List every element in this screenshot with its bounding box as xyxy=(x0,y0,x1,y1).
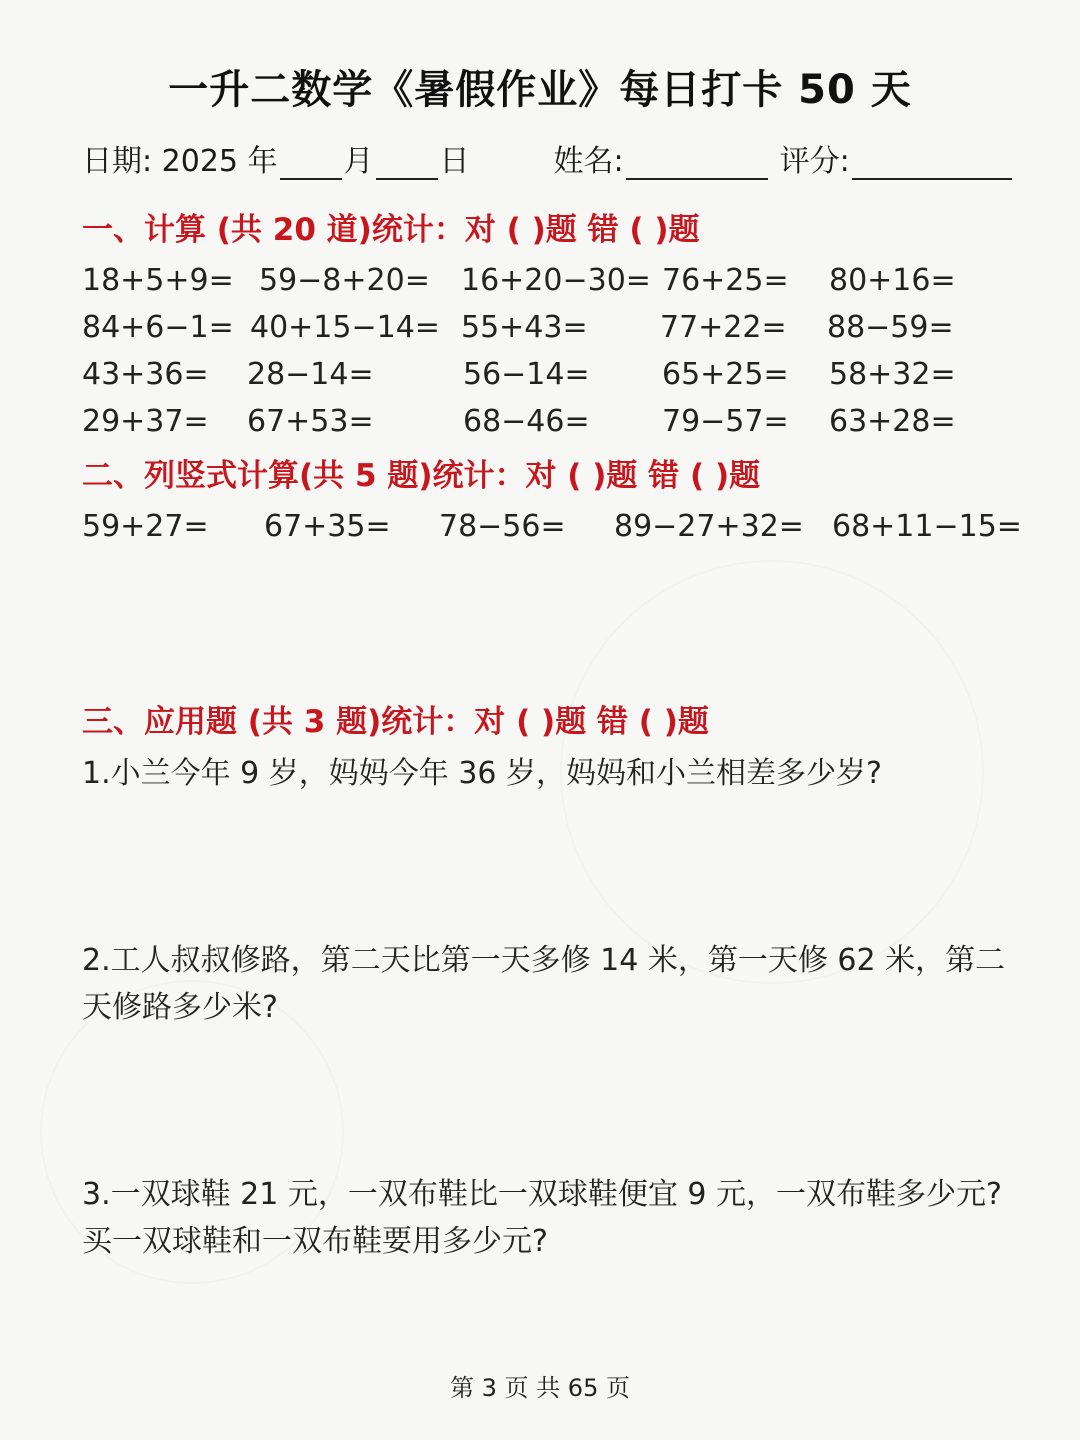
section2-title: 二、列竖式计算(共 5 题)统计：对 ( )题 错 ( )题 xyxy=(82,458,761,494)
calc-problem: 63+28= xyxy=(829,404,956,439)
vertical-calc-row xyxy=(82,509,1022,549)
calc-problem: 67+53= xyxy=(247,404,374,439)
section1-title: 一、计算 (共 20 道)统计：对 ( )题 错 ( )题 xyxy=(82,212,700,248)
calc-row xyxy=(82,310,1012,350)
calc-row xyxy=(82,263,1012,303)
day-blank[interactable] xyxy=(376,148,438,180)
word-problem-3: 3.一双球鞋 21 元，一双布鞋比一双球鞋便宜 9 元，一双布鞋多少元?买一双球鞋和一双布鞋要用多少元? xyxy=(82,1177,1002,1259)
score-label: 评分: xyxy=(779,144,850,179)
calc-problem: 40+15−14= xyxy=(250,310,440,345)
calc-problem: 16+20−30= xyxy=(461,263,651,298)
vertical-calc-problem: 59+27= xyxy=(82,509,209,544)
calc-row xyxy=(82,404,1012,444)
word-problem-1: 1.小兰今年 9 岁，妈妈今年 36 岁，妈妈和小兰相差多少岁? xyxy=(82,756,882,791)
calc-problem: 29+37= xyxy=(82,404,209,439)
day-label: 日 xyxy=(439,144,470,179)
calc-problem: 59−8+20= xyxy=(259,263,430,298)
name-blank[interactable] xyxy=(626,148,768,180)
info-row xyxy=(82,136,1002,180)
section3-title: 三、应用题 (共 3 题)统计：对 ( )题 错 ( )题 xyxy=(82,704,709,740)
calc-problem: 65+25= xyxy=(662,357,789,392)
calc-problem: 55+43= xyxy=(461,310,588,345)
calc-problem: 84+6−1= xyxy=(82,310,234,345)
date-label: 日期: 2025 年 xyxy=(82,144,278,179)
name-label: 姓名: xyxy=(553,144,624,179)
calc-problem: 79−57= xyxy=(662,404,789,439)
calc-problem: 28−14= xyxy=(247,357,374,392)
calc-problem: 43+36= xyxy=(82,357,209,392)
word-problem-2: 2.工人叔叔修路，第二天比第一天多修 14 米，第一天修 62 米，第二天修路多少米? xyxy=(82,943,1006,1025)
month-label: 月 xyxy=(343,144,374,179)
vertical-calc-problem: 89−27+32= xyxy=(614,509,804,544)
page-number: 第 3 页 共 65 页 xyxy=(450,1374,630,1402)
calc-problem: 68−46= xyxy=(463,404,590,439)
worksheet-title: 一升二数学《暑假作业》每日打卡 50 天 xyxy=(168,67,912,113)
vertical-calc-problem: 67+35= xyxy=(264,509,391,544)
calc-problem: 58+32= xyxy=(829,357,956,392)
calc-problem: 56−14= xyxy=(463,357,590,392)
month-blank[interactable] xyxy=(280,148,342,180)
calc-problem: 88−59= xyxy=(827,310,954,345)
calc-row xyxy=(82,357,1012,397)
vertical-calc-problem: 68+11−15= xyxy=(832,509,1022,544)
calc-problem: 80+16= xyxy=(829,263,956,298)
calc-problem: 18+5+9= xyxy=(82,263,234,298)
calc-problem: 77+22= xyxy=(660,310,787,345)
score-blank[interactable] xyxy=(852,148,1012,180)
vertical-calc-problem: 78−56= xyxy=(439,509,566,544)
calc-problem: 76+25= xyxy=(662,263,789,298)
